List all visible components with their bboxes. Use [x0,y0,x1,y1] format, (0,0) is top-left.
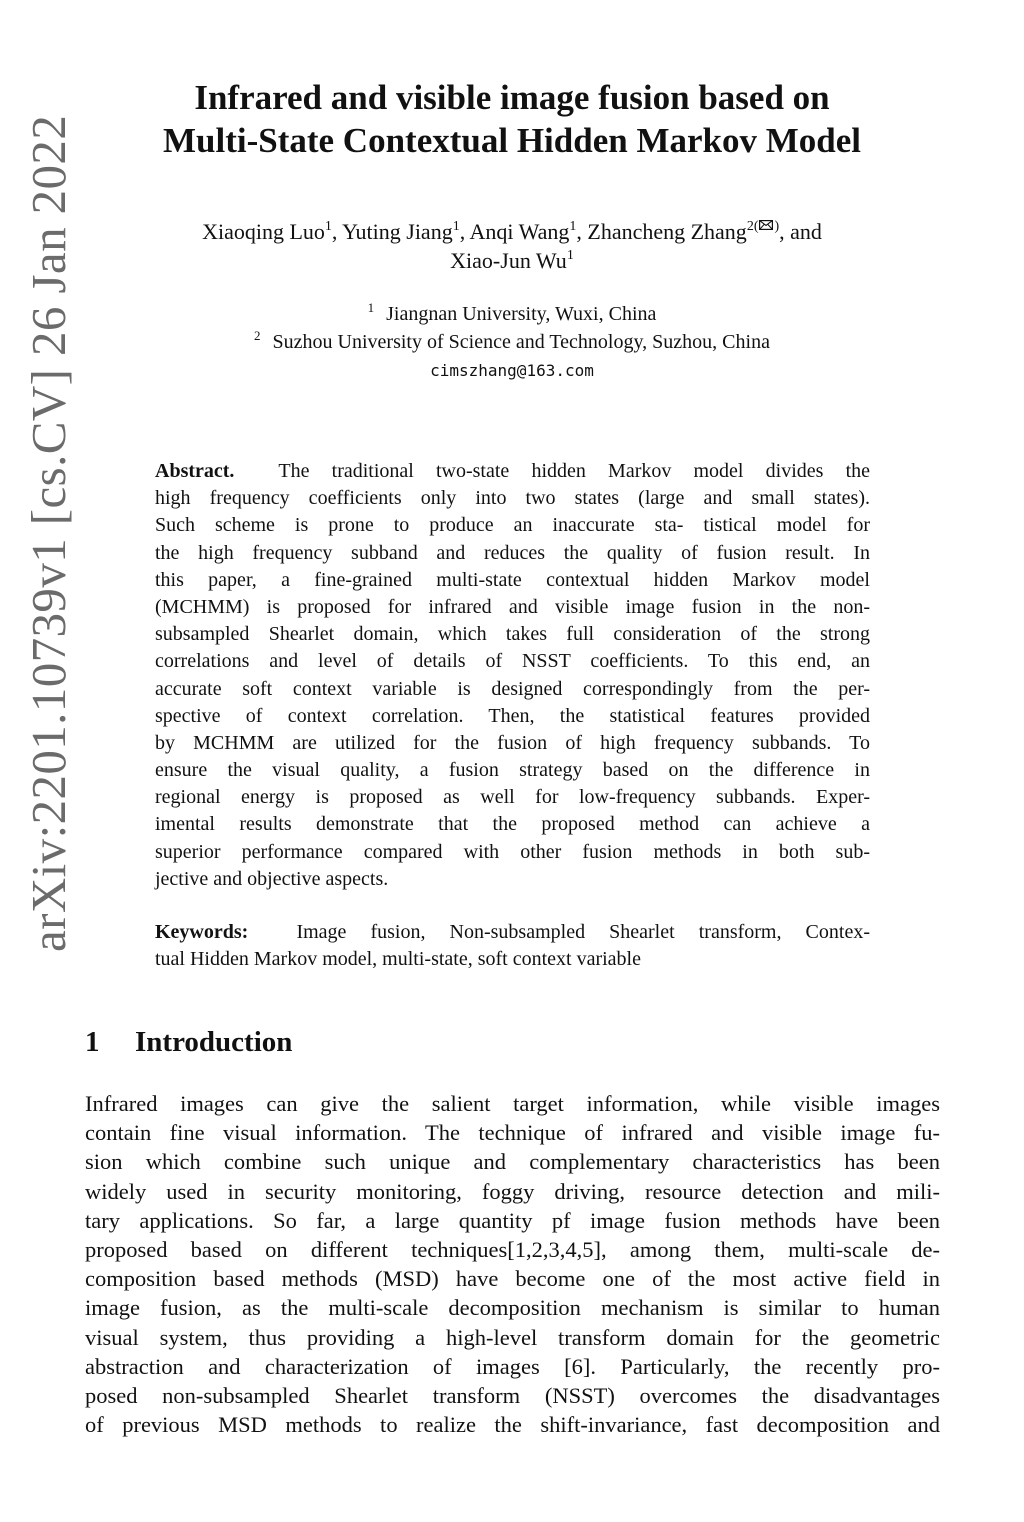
abstract-line: Such scheme is prone to produce an inaccurate sta- tistical model for [155,514,870,537]
body-line: composition based methods (MSD) have become one of the most active field in [85,1266,940,1292]
abstract-text: The traditional two-state hidden Markov model divides the [278,460,871,482]
title-line-2: Multi-State Contextual Hidden Markov Model [162,121,862,160]
affil-mark: 2 [254,328,261,343]
affiliation-1 [82,300,942,328]
title-line-1: Infrared and visible image fusion based on [194,78,830,117]
body-line: of previous MSD methods to realize the shift-invariance, fast decomposition and [85,1412,940,1438]
arxiv-identifier: arXiv:2201.10739v1 [cs.CV] 26 Jan 2022 [21,114,76,952]
section-title: Introduction [135,1026,293,1058]
author-affil-mark: 1 [569,219,577,234]
keywords-text: Image fusion, Non-subsampled Shearlet transform, Contex- [296,921,870,943]
abstract-line: regional energy is proposed as well for low-frequency subbands. Exper- [155,786,870,809]
keywords [155,919,870,973]
abstract-line: the high frequency subband and reduces the quality of fusion result. In [155,541,870,564]
keywords-label: Keywords: [155,921,249,943]
author-name: Zhancheng Zhang [587,219,747,244]
affiliations [82,300,942,385]
body-line: Infrared images can give the salient target information, while visible images [85,1091,940,1116]
abstract-line: high frequency coefficients only into two states (large and small states). [155,487,870,510]
body-line: widely used in security monitoring, foggy driving, resource detection and mili- [85,1178,940,1204]
keywords-line [155,919,870,946]
body-line: contain fine visual information. The technique of infrared and visible image fu- [85,1120,940,1146]
corresponding-mark-close: ) [774,219,780,234]
body-line: visual system, thus providing a high-level transform domain for the geometric [85,1324,940,1350]
body-line: proposed based on different techniques[1,2,3,4,5], among them, multi-scale de- [85,1236,940,1262]
contact-email[interactable] [82,356,942,385]
section-heading [85,1022,292,1062]
author-affil-mark: 1 [324,219,332,234]
author-affil-mark [747,219,779,234]
affiliation-2 [82,328,942,356]
author-line-2 [82,246,942,275]
author-name: Xiao-Jun Wu [450,248,567,273]
body-line: image fusion, as the multi-scale decomposition mechanism is similar to human [85,1295,940,1321]
body-line: abstraction and characterization of images [6]. Particularly, the recently pro- [85,1353,940,1379]
abstract-line: this paper, a fine-grained multi-state contextual hidden Markov model [155,568,870,591]
abstract-line: jective and objective aspects. [155,867,389,890]
affil-text: Suzhou University of Science and Technology, Suzhou, China [272,331,770,353]
introduction-body [85,1089,940,1439]
author-name: Anqi Wang [469,219,570,244]
abstract-line: subsampled Shearlet domain, which takes full consideration of the strong [155,623,870,646]
envelope-icon [759,220,773,230]
abstract-line: imental results demonstrate that the proposed method can achieve a [155,813,870,836]
abstract-line: by MCHMM are utilized for the fusion of high frequency subbands. To [155,731,870,754]
abstract-line [155,458,870,485]
abstract-line: superior performance compared with other fusion methods in both sub- [155,840,870,863]
body-line: posed non-subsampled Shearlet transform (NSST) overcomes the disadvantages [85,1382,940,1408]
author-name: Yuting Jiang [342,219,453,244]
author-affil-mark: 1 [566,248,574,263]
abstract-line: spective of context correlation. Then, the statistical features provided [155,704,870,727]
corresponding-mark-open: 2( [746,219,759,234]
keywords-line: tual Hidden Markov model, multi-state, soft context variable [155,948,641,971]
body-line: tary applications. So far, a large quantity pf image fusion methods have been [85,1207,940,1233]
affil-mark: 1 [367,300,375,315]
abstract-line: correlations and level of details of NSST coefficients. To this end, an [155,650,870,673]
section-number: 1 [85,1026,100,1058]
author-line-1: Xiaoqing Luo$^1$, Yuting Jiang$^1$, Anqi Wang$^1$, Zhancheng Zhang$^{2( )}$, and [202,219,822,244]
body-line: sion which combine such unique and complementary characteristics has been [85,1149,940,1175]
abstract-label: Abstract. [155,460,235,482]
author-name: Xiaoqing Luo [202,219,325,244]
author-affil-mark: 1 [452,219,460,234]
author-list [82,217,942,275]
abstract-line: (MCHMM) is proposed for infrared and visible image fusion in the non- [155,595,870,618]
abstract-line: ensure the visual quality, a fusion strategy based on the difference in [155,759,870,782]
abstract-line: accurate soft context variable is designed correspondingly from the per- [155,677,870,700]
paper-title [82,76,942,162]
abstract [155,458,870,893]
affil-text: Jiangnan University, Wuxi, China [386,303,657,325]
email-address[interactable]: cimszhang@163.com [430,361,594,380]
author-and: , and [779,219,822,244]
